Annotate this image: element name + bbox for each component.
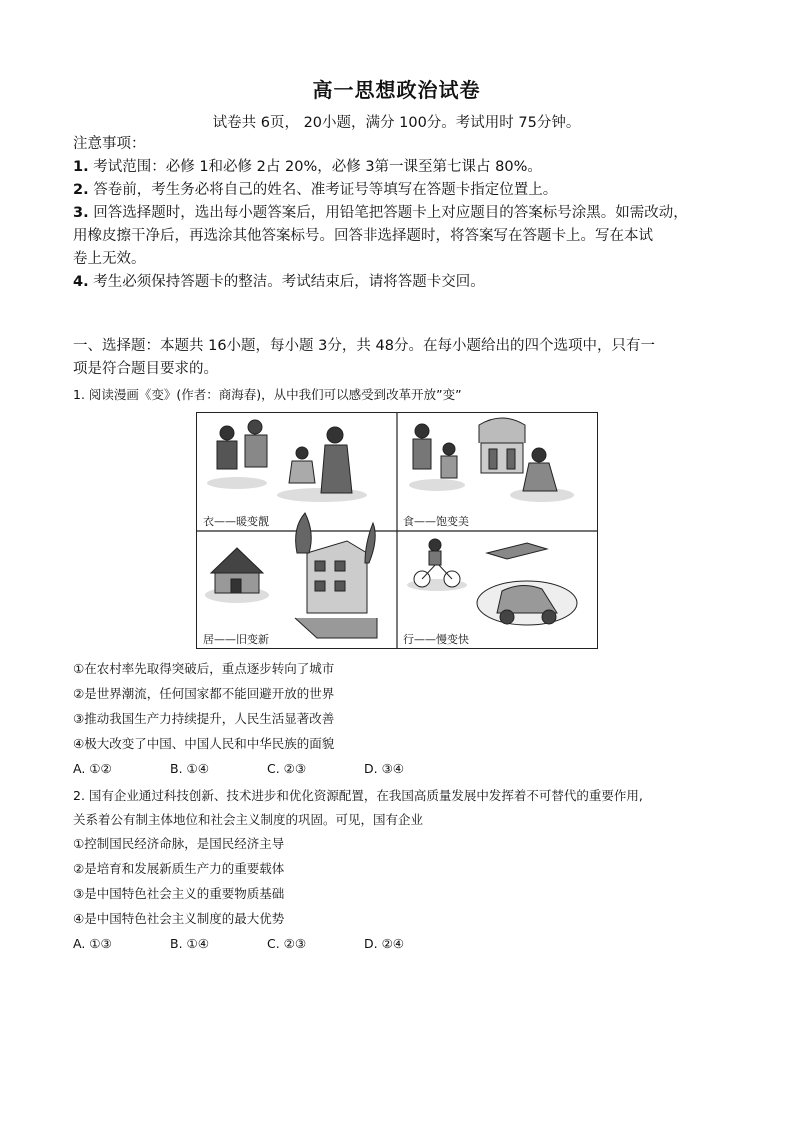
q1-choice-d: D. ③④ (364, 761, 404, 776)
q2-choice-b: B. ①④ (170, 936, 209, 951)
q2-stem-line-2: 关系着公有制主体地位和社会主义制度的巩固。可见，国有企业 (73, 812, 424, 827)
comic-panel-clothing (207, 420, 367, 502)
q1-option-3: ③推动我国生产力持续提升，人民生活显著改善 (73, 711, 335, 726)
q2-option-2: ②是培育和发展新质生产力的重要载体 (73, 861, 285, 876)
q1-choice-c: C. ②③ (267, 761, 307, 776)
note-number: 2. (73, 182, 89, 198)
comic-panel-food (409, 418, 574, 502)
q2-option-3: ③是中国特色社会主义的重要物质基础 (73, 886, 285, 901)
comic-caption-transport: 行——慢变快 (403, 633, 469, 646)
q2-choice-c: C. ②③ (267, 936, 307, 951)
exam-subtitle: 试卷共 6页， 20小题，满分 100分。考试用时 75分钟。 (212, 115, 581, 131)
comic-image (196, 412, 598, 649)
comic-caption-food: 食——饱变美 (403, 515, 469, 528)
note-text: 考试范围：必修 1和必修 2占 20%，必修 3第一课至第七课占 80%。 (88, 159, 542, 175)
section-line-2: 项是符合题目要求的。 (73, 361, 218, 377)
notes-section (73, 133, 733, 294)
note-text: 回答选择题时，选出每小题答案后，用铅笔把答题卡上对应题目的答案标号涂黑。如需改动， (88, 205, 688, 221)
section-heading (73, 335, 733, 381)
q2-choice-a: A. ①③ (73, 936, 112, 951)
note-item (73, 202, 733, 225)
note-text: 卷上无效。 (73, 251, 146, 267)
page-title: 高一思想政治试卷 (312, 78, 481, 102)
q1-choice-a: A. ①② (73, 761, 112, 776)
q2-choices (73, 934, 461, 954)
q2-option-4: ④是中国特色社会主义制度的最大优势 (73, 911, 285, 926)
comic-caption-housing: 居——旧变新 (203, 633, 269, 646)
q1-choice-b: B. ①④ (170, 761, 209, 776)
note-text: 用橡皮擦干净后，再选涂其他答案标号。回答非选择题时，将答案写在答题卡上。写在本试 (73, 228, 653, 244)
q1-option-2: ②是世界潮流，任何国家都不能回避开放的世界 (73, 686, 335, 701)
question-1-stem: 1. 阅读漫画《变》(作者：商海春)，从中我们可以感受到改革开放”变” (73, 387, 462, 402)
section-line-1: 一、选择题：本题共 16小题，每小题 3分，共 48分。在每小题给出的四个选项中，只有一 (73, 338, 655, 354)
comic-panel-transport (407, 539, 577, 625)
comic-caption-clothing: 衣——暖变靓 (203, 515, 269, 528)
note-text: 考生必须保持答题卡的整洁。考试结束后，请将答题卡交回。 (88, 274, 485, 290)
note-number: 1. (73, 159, 89, 175)
q2-option-1: ①控制国民经济命脉，是国民经济主导 (73, 836, 285, 851)
note-item (73, 179, 733, 202)
question-2-stem (73, 786, 733, 830)
note-number: 3. (73, 205, 89, 221)
comic-panel-housing (205, 513, 377, 638)
q1-option-4: ④极大改变了中国、中国人民和中华民族的面貌 (73, 736, 335, 751)
note-item (73, 225, 733, 248)
note-item (73, 248, 733, 271)
note-item (73, 156, 733, 179)
note-item (73, 271, 733, 294)
q1-option-1: ①在农村率先取得突破后，重点逐步转向了城市 (73, 661, 335, 676)
q2-choice-d: D. ②④ (364, 936, 404, 951)
note-number: 4. (73, 274, 89, 290)
note-text: 答卷前，考生务必将自己的姓名、准考证号等填写在答题卡指定位置上。 (88, 182, 558, 198)
q1-choices (73, 759, 461, 779)
notes-heading: 注意事项： (73, 136, 146, 152)
q2-stem-line-1: 2. 国有企业通过科技创新、技术进步和优化资源配置，在我国高质量发展中发挥着不可替代的重要作用, (73, 788, 643, 803)
